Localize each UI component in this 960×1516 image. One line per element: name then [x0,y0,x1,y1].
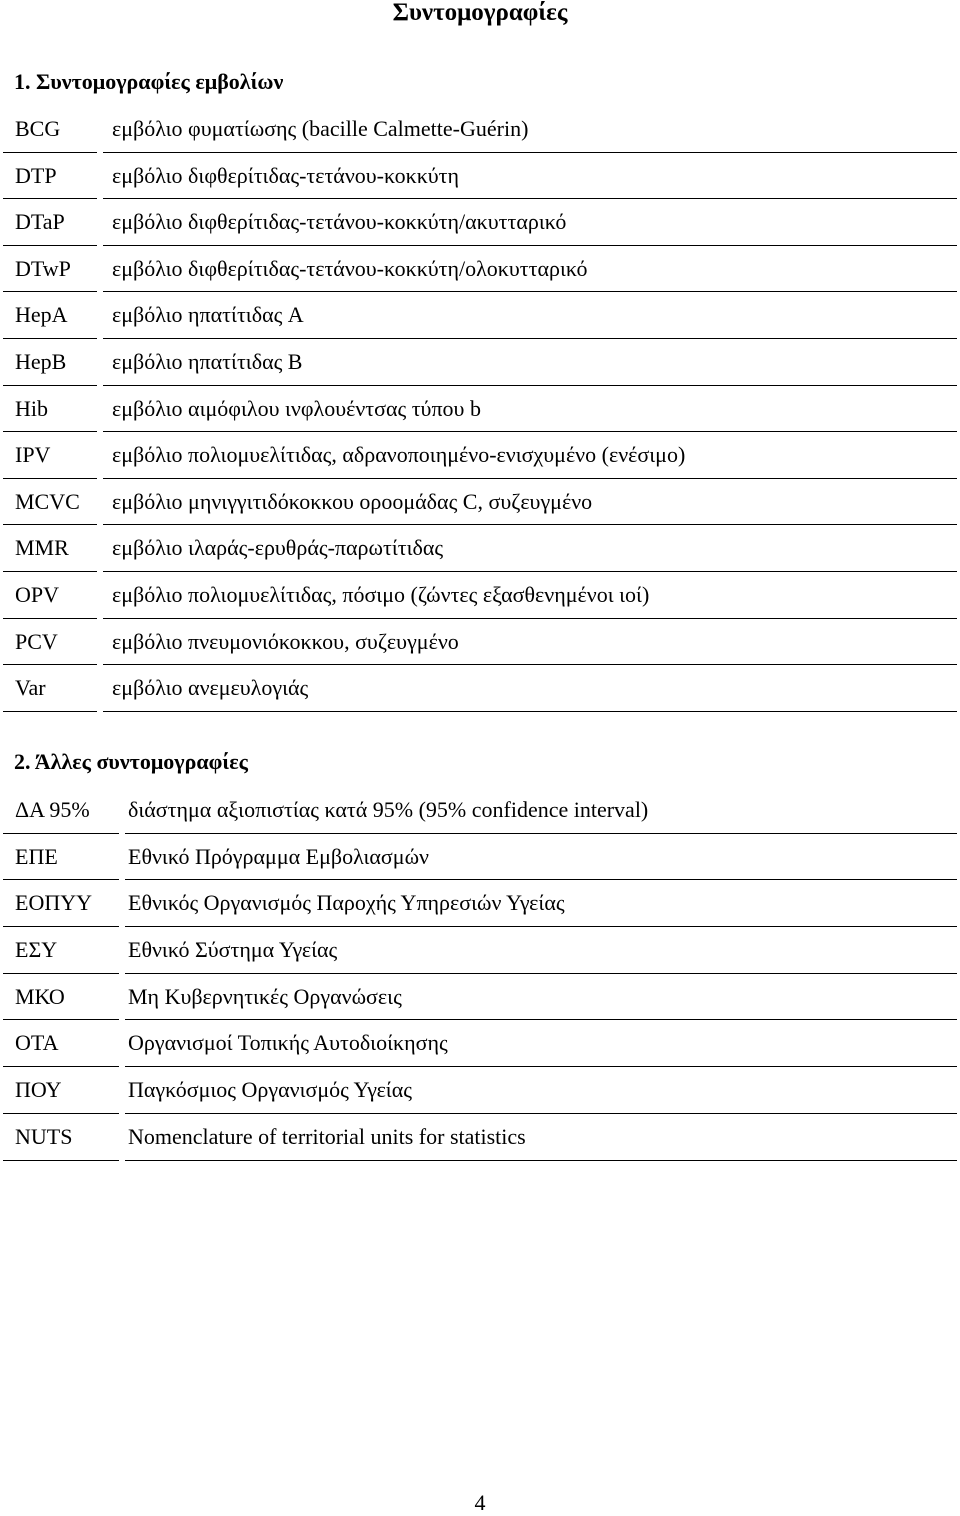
table-row [3,525,957,572]
description-cell: εμβόλιο μηνιγγιτιδόκοκκου οροομάδας C, συζευγμένο [112,488,593,514]
description-cell: Εθνικό Πρόγραμμα Εμβολιασμών [128,843,430,869]
abbreviation-cell: MMR [15,535,69,561]
abbreviation-cell: DTP [15,162,57,188]
description-cell: εμβόλιο ηπατίτιδας B [112,348,303,374]
page-number: 4 [474,1490,486,1515]
table-row [3,1067,957,1114]
description-cell: εμβόλιο ανεμευλογιάς [112,675,309,701]
abbreviation-cell: ΔΑ 95% [15,797,90,822]
description-cell: εμβόλιο πνευμονιόκοκκου, συζευγμένο [112,628,459,654]
table-row [3,787,957,834]
abbreviation-cell: PCV [15,628,58,654]
abbreviation-cell: ΕΟΠΥΥ [15,890,92,916]
abbreviation-cell: ΜΚΟ [15,983,65,1009]
description-cell: Οργανισμοί Τοπικής Αυτοδιοίκησης [128,1030,448,1056]
description-cell: Εθνικό Σύστημα Υγείας [128,937,338,963]
table-row [3,834,957,881]
abbreviation-cell: ΠΟΥ [15,1077,62,1103]
abbreviation-cell: BCG [15,116,61,141]
description-cell: εμβόλιο αιμόφιλου ινφλουέντσας τύπου b [112,395,481,421]
table-row [3,199,957,246]
description-cell: εμβόλιο διφθερίτιδας-τετάνου-κοκκύτη [112,162,460,188]
table-row [3,106,957,153]
description-cell: εμβόλιο ηπατίτιδας A [112,302,304,328]
description-cell: εμβόλιο διφθερίτιδας-τετάνου-κοκκύτη/ακυτταρικό [112,209,567,235]
abbreviation-cell: Var [15,675,46,701]
section-title-other-abbreviations: 2. Άλλες συντομογραφίες [14,749,248,774]
table-row [3,432,957,479]
table-row [3,153,957,200]
abbreviation-cell: MCVC [15,488,80,514]
abbreviation-cell: Hib [15,395,48,421]
description-cell: εμβόλιο φυματίωσης (bacille Calmette-Guérin) [112,116,529,141]
description-cell: διάστημα αξιοπιστίας κατά 95% (95% confidence interval) [128,797,649,822]
table-row [3,619,957,666]
abbreviation-cell: HepB [15,348,67,374]
page-title: Συντομογραφίες [392,0,568,26]
table-row [3,927,957,974]
abbreviation-cell: HepA [15,302,68,328]
table-row [3,1114,957,1161]
table-row [3,339,957,386]
table-row [3,246,957,293]
abbreviation-cell: DTaP [15,209,65,235]
abbreviation-cell: ΕΠΕ [15,843,58,869]
table-row [3,386,957,433]
table-row [3,880,957,927]
section-title-vaccine-abbreviations: 1. Συντομογραφίες εμβολίων [14,69,284,94]
other-abbreviations-table [3,787,957,1161]
abbreviation-cell: OPV [15,581,60,607]
table-row [3,665,957,712]
vaccine-abbreviations-table [3,106,957,712]
description-cell: εμβόλιο πολιομυελίτιδας, αδρανοποιημένο-ενισχυμένο (ενέσιμο) [112,442,686,468]
description-cell: Παγκόσμιος Οργανισμός Υγείας [128,1077,412,1103]
abbreviation-cell: DTwP [15,255,71,281]
description-cell: Μη Κυβερνητικές Οργανώσεις [128,983,402,1009]
abbreviation-cell: ΟΤΑ [15,1030,59,1056]
description-cell: εμβόλιο ιλαράς-ερυθράς-παρωτίτιδας [112,535,444,561]
description-cell: εμβόλιο πολιομυελίτιδας, πόσιμο (ζώντες εξασθενημένοι ιοί) [112,581,650,607]
table-row [3,974,957,1021]
table-row [3,479,957,526]
description-cell: Nomenclature of territorial units for statistics [128,1123,526,1149]
table-row [3,292,957,339]
table-row [3,572,957,619]
table-row [3,1020,957,1067]
abbreviation-cell: IPV [15,442,51,468]
abbreviation-cell: NUTS [15,1123,73,1149]
description-cell: εμβόλιο διφθερίτιδας-τετάνου-κοκκύτη/ολοκυτταρικό [112,255,588,281]
abbreviation-cell: ΕΣΥ [15,937,58,963]
description-cell: Εθνικός Οργανισμός Παροχής Υπηρεσιών Υγείας [128,890,565,916]
